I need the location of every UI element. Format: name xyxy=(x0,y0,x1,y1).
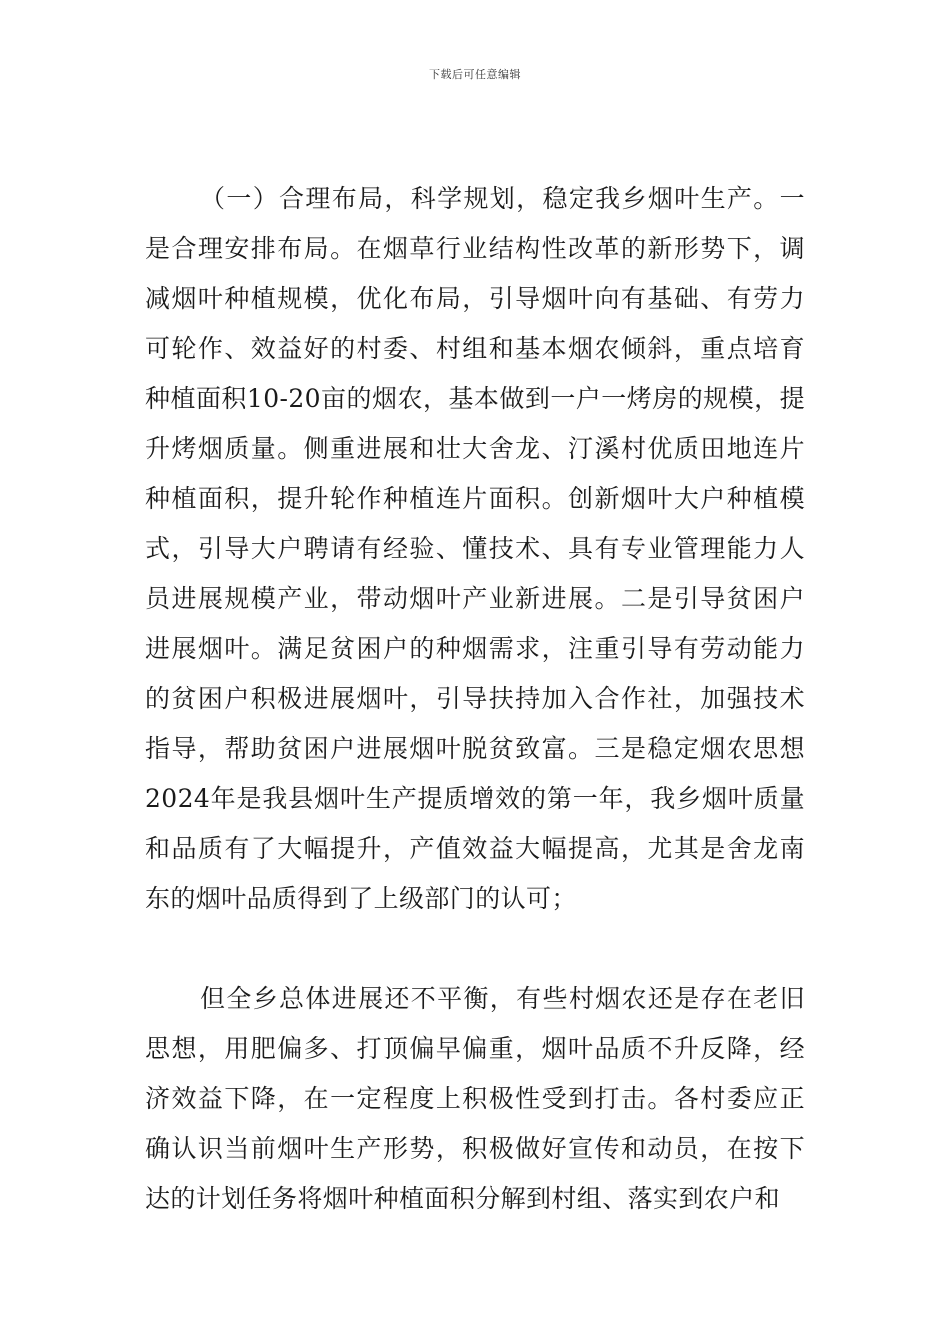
paragraph-2: 但全乡总体进展还不平衡，有些村烟农还是存在老旧思想，用肥偏多、打顶偏早偏重，烟叶品质不升反降，经济效益下降，在一定程度上积极性受到打击。各村委应正确认识当前烟叶生产形势，积极做好宣传和动员，在按下达的计划任务将烟叶种植面积分解到村组、落实到农户和 xyxy=(145,984,805,1213)
paragraph-1: （一）合理布局，科学规划，稳定我乡烟叶生产。一是合理安排布局。在烟草行业结构性改革的新形势下，调减烟叶种植规模，优化布局，引导烟叶向有基础、有劳力可轮作、效益好的村委、村组和基本烟农倾斜，重点培育种植面积10-20亩的烟农，基本做到一户一烤房的规模，提升烤烟质量。侧重进展和壮大舍龙、汀溪村优质田地连片种植面积，提升轮作种植连片面积。创新烟叶大户种植模式，引导大户聘请有经验、懂技术、具有专业管理能力人员进展规模产业，带动烟叶产业新进展。二是引导贫困户进展烟叶。满足贫困户的种烟需求，注重引导有劳动能力的贫困户积极进展烟叶，引导扶持加入合作社，加强技术指导，帮助贫困户进展烟叶脱贫致富。三是稳定烟农思想2024年是我县烟叶生产提质增效的第一年，我乡烟叶质量和品质有了大幅提升，产值效益大幅提高，尤其是舍龙南东的烟叶品质得到了上级部门的认可； xyxy=(145,184,805,913)
header-note: 下载后可任意编辑 xyxy=(429,68,521,81)
